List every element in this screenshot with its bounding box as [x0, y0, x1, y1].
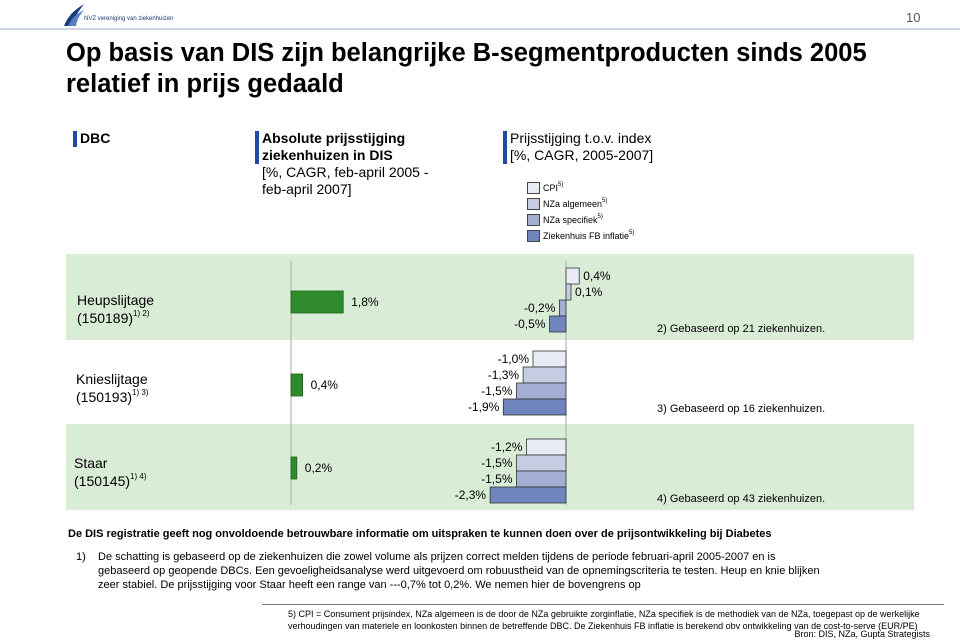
rel-bar: [566, 268, 579, 284]
rel-bar: [517, 455, 567, 471]
rel-value-label: -2,3%: [454, 488, 487, 502]
footnote-5: 5) CPI = Consument prijsindex, NZa algemeen is de door de NZa gebruikte zorginflatie, NZa specifiek is de methodiek van de NZa, toegepast op de werkelijke verhoudingen van materiele en loonkosten binnen de betreffende DBC. De Ziekenhuis FB inflatie is berekend obv ontwikkeling van de cost-to-serve (EUR/PE): [288, 609, 920, 631]
rel-value-label: -0,5%: [514, 317, 546, 331]
rel-bar: [503, 399, 566, 415]
row-label-knieslijtage: Knieslijtage $(150193)^{1) 3)}$: [76, 371, 149, 405]
rel-bar: [523, 367, 566, 383]
diabetes-statement: De DIS registratie geeft nog onvoldoende betrouwbare informatie om uitspraken te kunnen doen over de prijsontwikkeling bij Diabetes: [68, 528, 772, 540]
rel-value-label: -1,0%: [497, 352, 529, 366]
row-note: 4) Gebaseerd op 43 ziekenhuizen.: [657, 493, 826, 505]
rel-bar: [566, 284, 571, 300]
abs-value-label: 0,2%: [304, 461, 333, 475]
rel-bar: [490, 487, 566, 503]
abs-bar: [291, 374, 303, 396]
rel-bar: [517, 471, 567, 487]
rel-value-label: -1,9%: [467, 400, 500, 414]
rel-value-label: 0,4%: [583, 269, 611, 283]
row-note: 3) Gebaseerd op 16 ziekenhuizen.: [657, 403, 826, 415]
footnote-1: [68, 550, 828, 592]
page-number: 10: [906, 10, 921, 25]
rel-value-label: -1,3%: [487, 368, 520, 382]
rel-bar: [559, 300, 566, 316]
source-note: Bron: DIS, NZa, Gupta Strategists: [794, 629, 930, 639]
abs-value-label: 1,8%: [351, 295, 379, 309]
page-title: Op basis van DIS zijn belangrijke B-segmentproducten sinds 2005 relatief in prijs gedaald: [66, 39, 867, 98]
row-note: 2) Gebaseerd op 21 ziekenhuizen.: [657, 323, 826, 335]
legend-label: Ziekenhuis FB inflatie$^{5)}$: [543, 230, 635, 241]
legend-label: NZa algemeen$^{5)}$: [543, 198, 608, 209]
rel-value-label: -1,5%: [481, 456, 513, 470]
row-label-staar: Staar $(150145)^{1) 4)}$: [74, 455, 147, 489]
rel-value-label: -0,2%: [524, 301, 556, 315]
rel-bar: [517, 383, 567, 399]
legend-label: CPI$^{5)}$: [543, 182, 564, 193]
rel-unit: [%, CAGR, 2005-2007]: [510, 147, 654, 163]
abs-value-label: 0,4%: [310, 378, 338, 392]
abs-bar: [291, 457, 297, 479]
footnote-text: De schatting is gebaseerd op de ziekenhuizen die zowel volume als prijzen correct melden tijdens de periode februari-april 2005-2007 en is gebaseerd op geopende DBCs. Een gevoeligheidsanalyse werd uitgevoerd om robuustheid van de opnemingscriteria te testen. Heup en knie blijken zeer stabiel. De prijsstijging voor Staar heeft een range van ---0,7% tot 0,2%. We nemen hier de bovengrens op: [98, 551, 820, 591]
footnote-divider: [262, 604, 944, 605]
abs-bar: [291, 291, 343, 313]
rel-bar: [533, 351, 566, 367]
rel-bar: [550, 316, 567, 332]
rel-value-label: 0,1%: [575, 285, 603, 299]
abs-title: Absolute prijsstijging ziekenhuizen in DIS: [262, 130, 406, 163]
dbc-label: DBC: [80, 130, 111, 146]
rel-value-label: -1,5%: [481, 384, 513, 398]
abs-unit: [%, CAGR, feb-april 2005 - feb-april 2007]: [262, 164, 429, 197]
footnote-number: 1): [76, 551, 86, 563]
row-label-heupslijtage: Heupslijtage $(150189)^{1) 2)}$: [77, 292, 155, 326]
rel-bar: [526, 439, 566, 455]
legend-label: NZa specifiek$^{5)}$: [543, 214, 603, 225]
logo-text: NVZ vereniging van ziekenhuizen: [84, 16, 174, 22]
rel-value-label: -1,2%: [491, 440, 523, 454]
rel-value-label: -1,5%: [481, 472, 513, 486]
rel-title: Prijsstijging t.o.v. index: [510, 130, 652, 146]
